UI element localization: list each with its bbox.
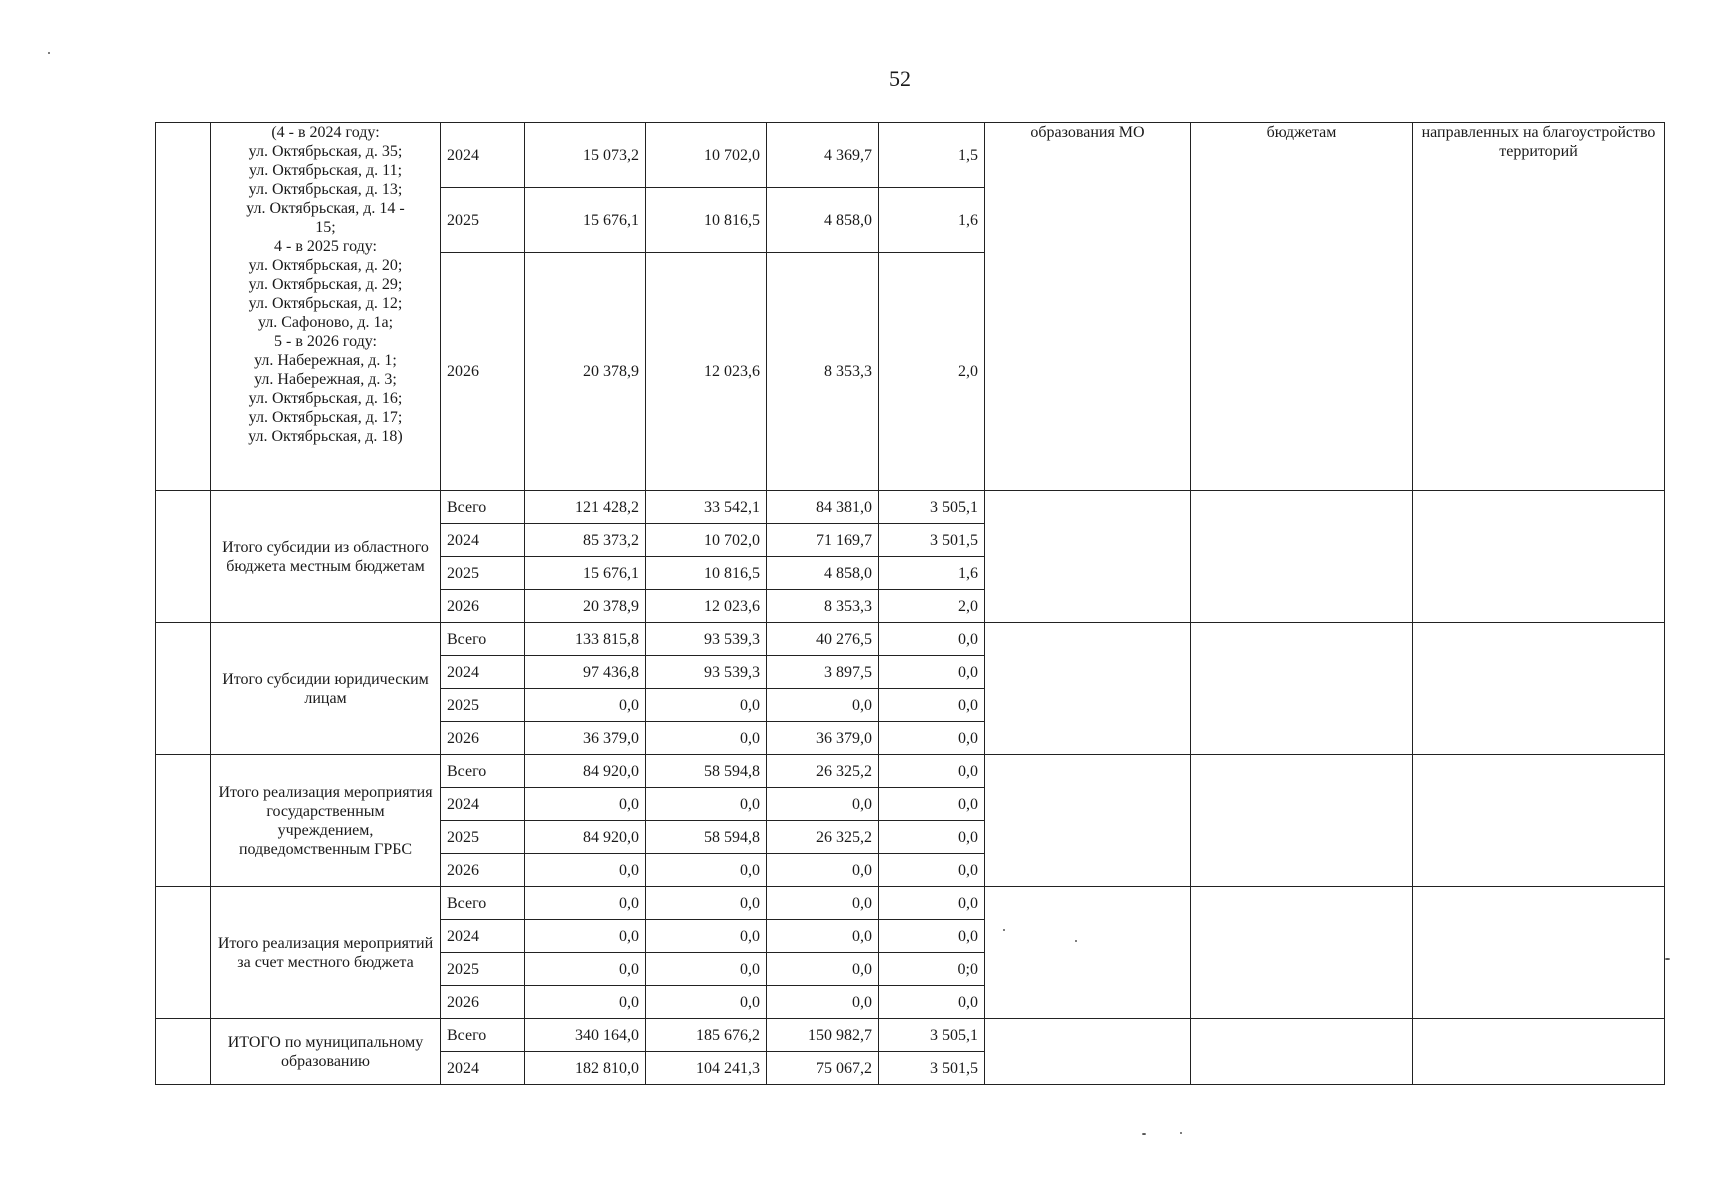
value-cell: 0,0	[879, 623, 985, 656]
value-cell: 71 169,7	[767, 524, 879, 557]
total-cell: 15 676,1	[525, 188, 646, 253]
total-cell: 0,0	[525, 887, 646, 920]
group-name-cell: Итого субсидии юридическим лицам	[211, 623, 441, 755]
address-line: ул. Октябрьская, д. 29;	[248, 276, 403, 293]
scan-speck	[1180, 1132, 1182, 1134]
table-row	[156, 755, 1665, 788]
empty-cell	[1191, 755, 1413, 887]
table-row	[156, 123, 1665, 188]
total-cell: 0,0	[525, 788, 646, 821]
value-cell: 0,0	[767, 920, 879, 953]
value-cell: 93 539,3	[646, 656, 767, 689]
address-line: ул. Набережная, д. 3;	[254, 371, 397, 388]
value-cell: 0,0	[879, 656, 985, 689]
value-cell: 0,0	[879, 755, 985, 788]
value-cell: 40 276,5	[767, 623, 879, 656]
value-cell: 0,0	[879, 722, 985, 755]
address-line: ул. Октябрьская, д. 18)	[248, 428, 403, 445]
address-line: ул. Октябрьская, д. 13;	[248, 181, 403, 198]
total-cell: 97 436,8	[525, 656, 646, 689]
value-cell: 0,0	[767, 953, 879, 986]
scan-speck	[1665, 958, 1670, 960]
value-cell: 0,0	[646, 854, 767, 887]
year-cell: 2025	[441, 188, 525, 253]
value-cell: 0,0	[646, 887, 767, 920]
address-line: (4 - в 2024 году:	[271, 124, 380, 141]
value-cell: 0,0	[767, 854, 879, 887]
empty-cell	[1191, 623, 1413, 755]
total-cell: 15 676,1	[525, 557, 646, 590]
value-cell: 0,0	[879, 887, 985, 920]
value-cell: 3 501,5	[879, 524, 985, 557]
empty-cell	[985, 491, 1191, 623]
value-cell: 0,0	[646, 689, 767, 722]
total-cell: 84 920,0	[525, 755, 646, 788]
value-cell: 12 023,6	[646, 253, 767, 491]
value-cell: 4 858,0	[767, 557, 879, 590]
group-name-cell: ИТОГО по муниципальному образованию	[211, 1019, 441, 1085]
value-cell: 0,0	[767, 788, 879, 821]
page-number: 52	[889, 66, 911, 91]
empty-cell	[1191, 1019, 1413, 1085]
year-cell: Всего	[441, 623, 525, 656]
value-cell: 93 539,3	[646, 623, 767, 656]
value-cell: 3 897,5	[767, 656, 879, 689]
value-cell: 10 702,0	[646, 123, 767, 188]
value-cell: 0,0	[767, 887, 879, 920]
year-cell: Всего	[441, 1019, 525, 1052]
value-cell: 33 542,1	[646, 491, 767, 524]
year-cell: 2026	[441, 986, 525, 1019]
empty-cell	[1191, 887, 1413, 1019]
total-cell: 20 378,9	[525, 253, 646, 491]
value-cell: 8 353,3	[767, 590, 879, 623]
value-cell: 0,0	[879, 821, 985, 854]
executor-cell: образования МО	[985, 123, 1191, 491]
value-cell: 0,0	[646, 920, 767, 953]
empty-cell	[1413, 491, 1665, 623]
value-cell: 0,0	[646, 953, 767, 986]
value-cell: 0;0	[879, 953, 985, 986]
value-cell: 58 594,8	[646, 821, 767, 854]
table-row	[156, 1019, 1665, 1052]
empty-cell	[985, 1019, 1191, 1085]
total-cell: 0,0	[525, 689, 646, 722]
scan-speck	[1003, 929, 1005, 931]
value-cell: 0,0	[879, 920, 985, 953]
value-cell: 8 353,3	[767, 253, 879, 491]
value-cell: 1,5	[879, 123, 985, 188]
total-cell: 85 373,2	[525, 524, 646, 557]
value-cell: 0,0	[879, 788, 985, 821]
scan-speck	[1075, 940, 1077, 942]
value-cell: 10 702,0	[646, 524, 767, 557]
value-cell: 104 241,3	[646, 1052, 767, 1085]
empty-cell	[985, 755, 1191, 887]
value-cell: 36 379,0	[767, 722, 879, 755]
address-line: 15;	[315, 219, 336, 236]
group-name-cell: Итого реализация мероприятий за счет местного бюджета	[211, 887, 441, 1019]
value-cell: 1,6	[879, 557, 985, 590]
total-cell: 182 810,0	[525, 1052, 646, 1085]
value-cell: 4 369,7	[767, 123, 879, 188]
year-cell: 2024	[441, 524, 525, 557]
empty-cell	[1191, 491, 1413, 623]
address-line: ул. Сафоново, д. 1а;	[257, 314, 394, 331]
address-line: ул. Набережная, д. 1;	[254, 352, 397, 369]
value-cell: 0,0	[879, 986, 985, 1019]
value-cell: 12 023,6	[646, 590, 767, 623]
address-line: ул. Октябрьская, д. 11;	[248, 162, 403, 179]
value-cell: 2,0	[879, 253, 985, 491]
address-line: ул. Октябрьская, д. 16;	[248, 390, 403, 407]
recipient-cell: бюджетам	[1191, 123, 1413, 491]
year-cell: 2024	[441, 1052, 525, 1085]
scan-speck	[1142, 1133, 1146, 1135]
year-cell: 2026	[441, 590, 525, 623]
value-cell: 84 381,0	[767, 491, 879, 524]
total-cell: 84 920,0	[525, 821, 646, 854]
address-line: ул. Октябрьская, д. 12;	[248, 295, 403, 312]
value-cell: 1,6	[879, 188, 985, 253]
value-cell: 26 325,2	[767, 755, 879, 788]
year-cell: 2025	[441, 689, 525, 722]
total-cell: 36 379,0	[525, 722, 646, 755]
value-cell: 58 594,8	[646, 755, 767, 788]
result-cell: направленных на благоустройство территорий	[1413, 123, 1665, 491]
year-cell: 2024	[441, 656, 525, 689]
year-cell: 2024	[441, 920, 525, 953]
year-cell: Всего	[441, 887, 525, 920]
table-row	[156, 623, 1665, 656]
empty-cell	[1413, 887, 1665, 1019]
value-cell: 0,0	[767, 689, 879, 722]
year-cell: Всего	[441, 491, 525, 524]
value-cell: 0,0	[879, 689, 985, 722]
year-cell: 2025	[441, 953, 525, 986]
group-name-cell: Итого субсидии из областного бюджета местным бюджетам	[211, 491, 441, 623]
address-line: ул. Октябрьская, д. 14 -	[246, 200, 405, 217]
year-cell: 2026	[441, 854, 525, 887]
address-line: 4 - в 2025 году:	[274, 238, 377, 255]
total-cell: 0,0	[525, 854, 646, 887]
total-cell: 133 815,8	[525, 623, 646, 656]
total-cell: 0,0	[525, 953, 646, 986]
index-cell	[156, 755, 211, 887]
value-cell: 10 816,5	[646, 557, 767, 590]
total-cell: 20 378,9	[525, 590, 646, 623]
empty-cell	[985, 887, 1191, 1019]
index-cell	[156, 1019, 211, 1085]
budget-table	[155, 122, 1665, 1085]
index-cell	[156, 491, 211, 623]
address-line: 5 - в 2026 году:	[274, 333, 377, 350]
group-name-cell: Итого реализация мероприятия государственным учреждением, подведомственным ГРБС	[211, 755, 441, 887]
address-line: ул. Октябрьская, д. 35;	[248, 143, 403, 160]
total-cell: 121 428,2	[525, 491, 646, 524]
value-cell: 26 325,2	[767, 821, 879, 854]
value-cell: 0,0	[646, 986, 767, 1019]
value-cell: 0,0	[879, 854, 985, 887]
total-cell: 340 164,0	[525, 1019, 646, 1052]
value-cell: 3 505,1	[879, 491, 985, 524]
index-cell	[156, 123, 211, 491]
empty-cell	[1413, 623, 1665, 755]
addresses-cell	[211, 123, 441, 491]
year-cell: 2026	[441, 253, 525, 491]
total-cell: 0,0	[525, 986, 646, 1019]
value-cell: 4 858,0	[767, 188, 879, 253]
index-cell	[156, 887, 211, 1019]
table-row	[156, 887, 1665, 920]
value-cell: 0,0	[767, 986, 879, 1019]
empty-cell	[985, 623, 1191, 755]
value-cell: 75 067,2	[767, 1052, 879, 1085]
year-cell: 2025	[441, 557, 525, 590]
value-cell: 0,0	[646, 722, 767, 755]
value-cell: 150 982,7	[767, 1019, 879, 1052]
scan-speck	[48, 52, 50, 54]
empty-cell	[1413, 755, 1665, 887]
year-cell: 2024	[441, 788, 525, 821]
year-cell: Всего	[441, 755, 525, 788]
value-cell: 10 816,5	[646, 188, 767, 253]
value-cell: 185 676,2	[646, 1019, 767, 1052]
value-cell: 2,0	[879, 590, 985, 623]
total-cell: 0,0	[525, 920, 646, 953]
value-cell: 3 505,1	[879, 1019, 985, 1052]
empty-cell	[1413, 1019, 1665, 1085]
index-cell	[156, 623, 211, 755]
value-cell: 0,0	[646, 788, 767, 821]
year-cell: 2025	[441, 821, 525, 854]
address-line: ул. Октябрьская, д. 20;	[248, 257, 403, 274]
table-row	[156, 491, 1665, 524]
year-cell: 2026	[441, 722, 525, 755]
address-line: ул. Октябрьская, д. 17;	[248, 409, 403, 426]
value-cell: 3 501,5	[879, 1052, 985, 1085]
total-cell: 15 073,2	[525, 123, 646, 188]
year-cell: 2024	[441, 123, 525, 188]
